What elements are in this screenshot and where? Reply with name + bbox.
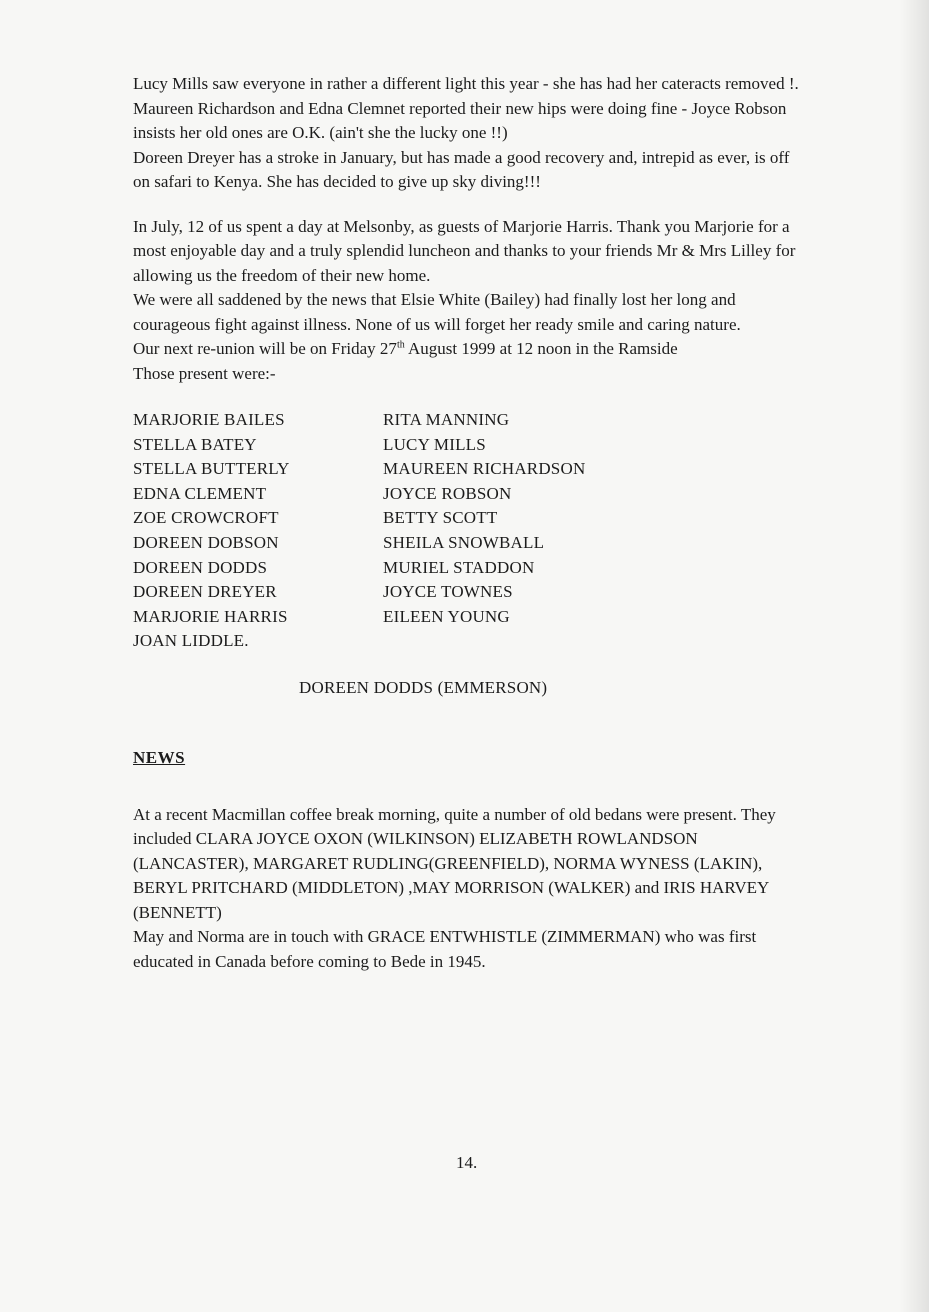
attendee-name: LUCY MILLS (383, 434, 486, 454)
reunion-ordinal: th (396, 339, 405, 351)
paragraph-new-hips: Maureen Richardson and Edna Clemnet reported their new hips were doing fine - Joyce Robson insists her old ones are O.K. (ain't she the lucky one !!) (133, 98, 787, 142)
attendee-name: MARJORIE BAILES (133, 410, 285, 429)
attendee-name: DOREEN DODDS (133, 557, 268, 577)
attendee-name: EILEEN YOUNG (383, 606, 510, 626)
attendee-name: BETTY SCOTT (383, 508, 498, 528)
attendee-name: EDNA CLEMENT (133, 483, 267, 503)
attendee-name: STELLA BATEY (133, 434, 257, 454)
attendee-column-left (133, 408, 383, 654)
attendee-name: MAUREEN RICHARDSON (383, 459, 586, 479)
attendee-name: STELLA BUTTERLY (133, 459, 290, 479)
attendee-name: DOREEN DOBSON (133, 532, 279, 552)
present-intro: Those present were:- (133, 363, 276, 383)
news-heading: NEWS (133, 748, 186, 768)
reunion-suffix: August 1999 at 12 noon in the Ramside (404, 339, 678, 358)
paragraph-gap (133, 195, 805, 215)
paragraph-melsonby: In July, 12 of us spent a day at Melsonby, as guests of Marjorie Harris. Thank you Marjorie for a most enjoyable day and a truly splendid luncheon and thanks to your friends Mr & Mrs Lilley for allowing us the freedom of their new home. (133, 216, 796, 285)
attendee-name: MARJORIE HARRIS (133, 606, 288, 626)
paragraph-elsie-white: We were all saddened by the news that Elsie White (Bailey) had finally lost her long and courageous fight against illness. None of us will forget her ready smile and caring nature. (133, 290, 741, 334)
attendee-name: DOREEN DREYER (133, 582, 277, 602)
paragraph-lucy-mills: Lucy Mills saw everyone in rather a different light this year - she has had her cateracts removed !. (133, 74, 799, 93)
news-section (133, 803, 805, 975)
attendee-name: MURIEL STADDON (383, 557, 535, 577)
reunion-prefix: Our next re-union will be on Friday 27 (133, 339, 397, 358)
attendee-name: ZOE CROWCROFT (133, 508, 279, 528)
attendee-name: JOYCE ROBSON (383, 483, 512, 503)
attendee-list (133, 408, 805, 654)
paragraph-grace-entwhistle: May and Norma are in touch with GRACE ENTWHISTLE (ZIMMERMAN) who was first educated in Canada before coming to Bede in 1945. (133, 927, 757, 971)
attendee-name: SHEILA SNOWBALL (383, 532, 545, 552)
attendee-column-right (383, 408, 633, 654)
author-signoff: DOREEN DODDS (EMMERSON) (299, 677, 548, 697)
page-content (133, 72, 805, 974)
page-edge-shadow (899, 0, 929, 1312)
attendee-name: RITA MANNING (383, 410, 510, 429)
attendee-name: JOAN LIDDLE. (133, 631, 249, 651)
paragraph-macmillan: At a recent Macmillan coffee break morning, quite a number of old bedans were present. They included CLARA JOYCE OXON (WILKINSON) ELIZABETH ROWLANDSON (LANCASTER), MARGARET RUDLING(GREENFIELD), NORMA WYNESS (LAKIN), BERYL PRITCHARD (MIDDLETON) ,MAY MORRISON (WALKER) and IRIS HARVEY (BENNETT) (133, 804, 776, 922)
paragraph-reunion (133, 337, 805, 362)
page-number: 14. (456, 1153, 478, 1172)
paragraph-doreen-dreyer: Doreen Dreyer has a stroke in January, but has made a good recovery and, intrepid as ever, is off on safari to Kenya. She has decided to give up sky diving!!! (133, 147, 790, 191)
attendee-name: JOYCE TOWNES (383, 582, 513, 602)
